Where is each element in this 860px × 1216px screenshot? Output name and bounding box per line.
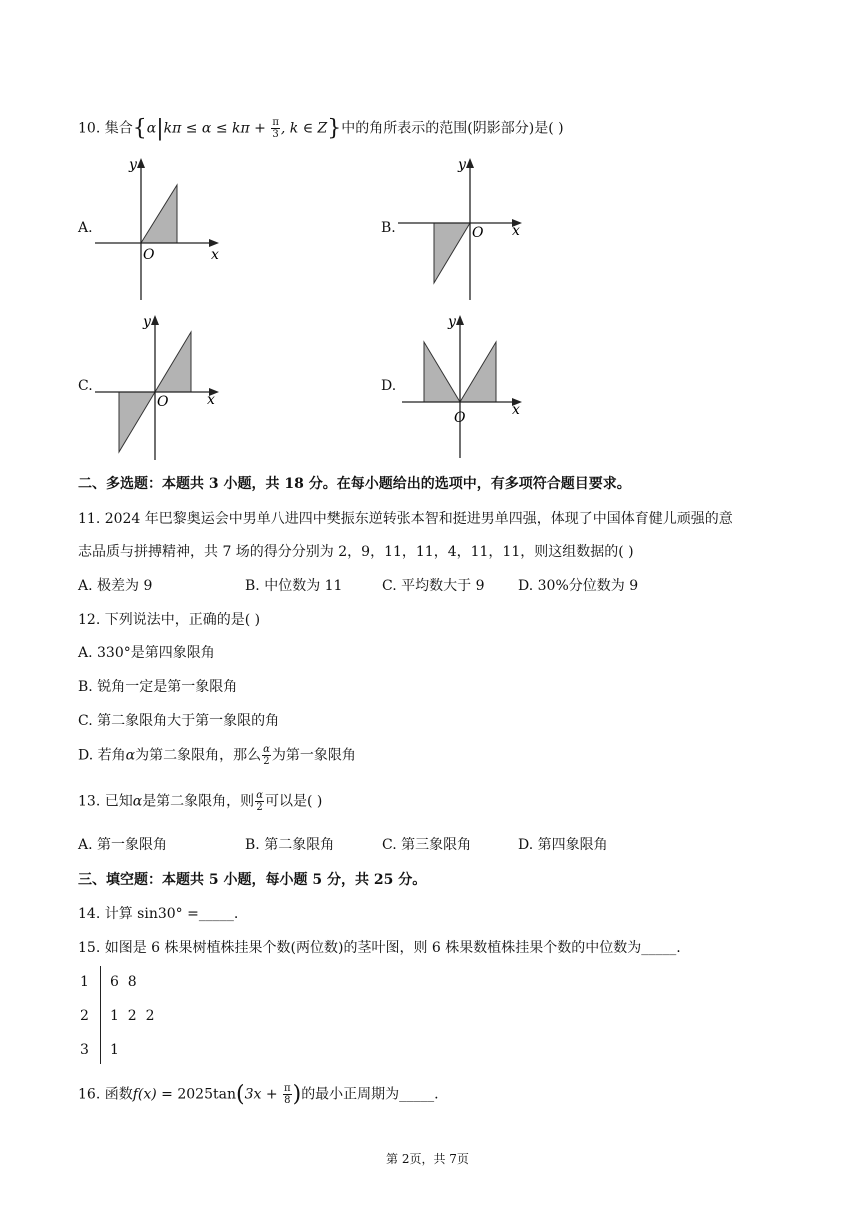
q11-option-b: B. 中位数为 11 — [245, 578, 343, 594]
axis-y-a: y — [129, 157, 137, 173]
q11-line1: 11. 2024 年巴黎奥运会中男单八进四中樊振东逆转张本智和挺进男单四强，体现了中国体育健儿顽强的意 — [78, 511, 733, 527]
axis-x-a: x — [211, 247, 219, 263]
axis-x-b: x — [512, 223, 520, 239]
shade-d-right — [460, 342, 496, 402]
leaves-1: 6 8 — [110, 974, 137, 990]
stem-3: 3 — [80, 1042, 89, 1058]
q16-stem: 16. 函数f(x) = 2025tan(3x + $\frac{\pi}{8}$ )的最小正周期为_____. — [78, 1082, 439, 1107]
q10-number: 10. — [78, 120, 101, 137]
q10-cond-a: kπ ≤ α ≤ kπ + — [163, 120, 271, 137]
q13-option-d: D. 第四象限角 — [518, 837, 608, 853]
q10-option-b-label: B. — [381, 220, 396, 236]
q12-option-a: A. 330°是第四象限角 — [78, 645, 215, 661]
origin-b: O — [472, 225, 484, 241]
section3-title: 三、填空题：本题共 5 小题，每小题 5 分，共 25 分。 — [78, 872, 427, 888]
q11-option-c: C. 平均数大于 9 — [382, 578, 485, 594]
q10-figure-c — [95, 312, 225, 462]
section2-title: 二、多选题：本题共 3 小题，共 18 分。在每小题给出的选项中，有多项符合题目要求。 — [78, 476, 631, 492]
page-footer: 第 2页，共 7页 — [386, 1152, 469, 1166]
q12-option-c: C. 第二象限角大于第一象限的角 — [78, 713, 280, 729]
q10-figure-b — [398, 155, 528, 305]
shade-c-lower — [119, 392, 155, 452]
q12-option-d: D. 若角α为第二象限角，那么 $\frac{\alpha}{2}$ 为第一象限角 — [78, 744, 356, 767]
shade-c-upper — [155, 332, 191, 392]
stem-1: 1 — [80, 974, 89, 990]
stem-leaf-divider — [100, 966, 101, 1064]
axis-y-d: y — [448, 314, 456, 330]
q13-option-c: C. 第三象限角 — [382, 837, 472, 853]
q10-option-d-label: D. — [381, 378, 397, 394]
q12-option-b: B. 锐角一定是第一象限角 — [78, 679, 238, 695]
q14-stem: 14. 计算 sin30° =_____. — [78, 906, 239, 922]
leaves-3: 1 — [110, 1042, 119, 1058]
axis-y-b: y — [458, 157, 466, 173]
q10-post: 中的角所表示的范围(阴影部分)是( ) — [341, 120, 564, 137]
q10-pre: 集合 — [104, 120, 133, 137]
origin-a: O — [143, 247, 155, 263]
q11-option-a: A. 极差为 9 — [78, 578, 153, 594]
origin-c: O — [157, 394, 169, 410]
axis-y-c: y — [143, 314, 151, 330]
q10-figure-d — [398, 312, 528, 462]
origin-d: O — [454, 410, 466, 426]
q10-option-a-label: A. — [78, 220, 93, 236]
q11-option-d: D. 30%分位数为 9 — [518, 578, 639, 594]
q13-option-a: A. 第一象限角 — [78, 837, 168, 853]
q10-cond-b: , k ∈ Z — [280, 120, 328, 137]
leaves-2: 1 2 2 — [110, 1008, 155, 1024]
axis-x-d: x — [512, 402, 520, 418]
q12-stem: 12. 下列说法中，正确的是( ) — [78, 612, 261, 628]
axis-x-c: x — [207, 392, 215, 408]
q10-alpha: α — [146, 120, 157, 137]
q13-option-b: B. 第二象限角 — [245, 837, 335, 853]
stem-2: 2 — [80, 1008, 89, 1024]
shade-a — [141, 185, 177, 243]
q10-fraction: $\frac{\pi}{3}$ — [272, 117, 279, 140]
q15-stem: 15. 如图是 6 株果树植株挂果个数(两位数)的茎叶图，则 6 株果数植株挂果个数的中位数为_____. — [78, 940, 681, 956]
shade-b — [434, 223, 470, 283]
shade-d-left — [424, 342, 460, 402]
q13-stem: 13. 已知α是第二象限角，则 $\frac{\alpha}{2}$ 可以是( ) — [78, 790, 323, 813]
q11-line2: 志品质与拼搏精神，共 7 场的得分分别为 2，9，11，11，4，11，11，则这组数据的( ) — [78, 544, 634, 560]
q10-stem: 10. 集合{α|kπ ≤ α ≤ kπ + $\frac{\pi}{3}$ , k ∈ Z}中的角所表示的范围(阴影部分)是( ) — [78, 116, 564, 141]
q10-figure-a — [95, 155, 225, 305]
q10-option-c-label: C. — [78, 378, 93, 394]
